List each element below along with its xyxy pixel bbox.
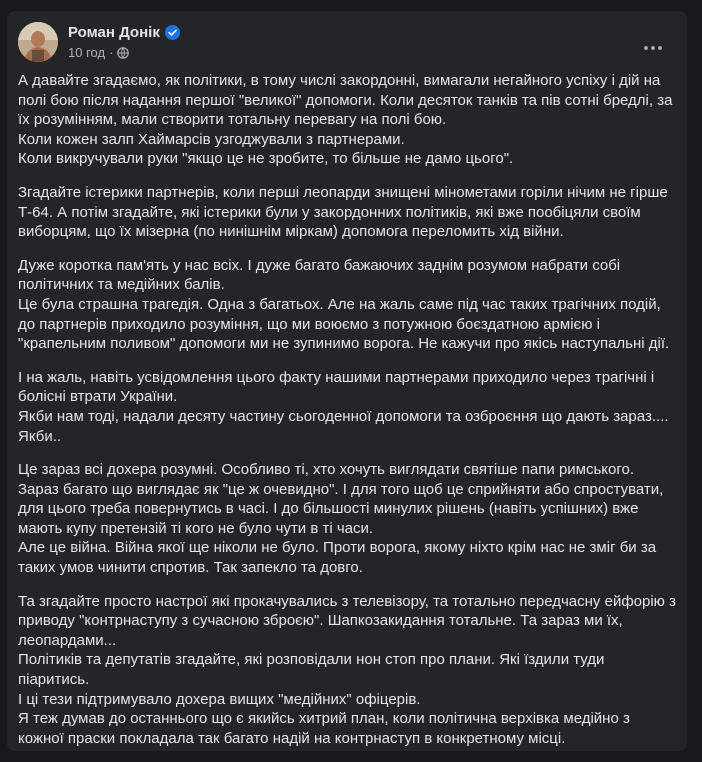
post-meta [68,45,129,60]
meta-separator: · [109,45,114,60]
post-paragraph: І на жаль, навіть усвідомлення цього факту нашими партнерами приходило через трагічні і болісні втрати України. Якби нам тоді, надали десяту частину сьогоденної допомоги та озброєння що дають зараз.... Якби.. [18,368,669,445]
post-timestamp[interactable]: 10 год [68,45,106,60]
post-paragraph: Згадайте істерики партнерів, коли перші леопарди знищені мінометами горіли нічим не гірше Т-64. А потім згадайте, які істерики були у закордонних політиків, які вже пообіцяли своїм виборцям, що їх мізерна (по нинішнім міркам) допомога переломить хід війни. [18,183,668,241]
post-header [18,22,677,72]
more-options-icon [644,46,662,50]
post-paragraph: Дуже коротка пам'ять у нас всіх. І дуже багато бажаючих заднім розумом набрати собі політичних та медійних балів. Це була страшна трагедія. Одна з багатьох. Але на жаль саме під час таких трагічних подій, до партнерів приходило розуміння, що ми воюємо з потужною боєздатною армією і "крапельним поливом" допомоги ми не зупинимо ворога. Не кажучи про якісь наступальні дії. [18,256,670,353]
post-paragraph: А давайте згадаємо, як політики, в тому числі закордонні, вимагали негайного успіху і дій на полі бою після надання першої "великої" допомоги. Коли десяток танків та пів сотні бредлі, за їх розумінням, мали створити тотальну перевагу на полі бою. Коли кожен залп Хаймарсів узгоджували з партнерами. Коли викручували руки "якщо це не зробите, то більше не дамо цього". [18,72,673,168]
post-body [18,71,678,762]
post-paragraph: Та згадайте просто настрої які прокачувались з телевізору, та тотально передчасну ейфорію з приводу "контрнаступу з сучасною зброєю". Шапкозакидання тотальне. Та зараз ми їх, леопардами... Політиків та депутатів згадайте, які розповідали нон стоп про плани. Які їздили туди піаритись. І ці тези підтримувало дохера вищих "медійних" офіцерів. Я теж думав до останнього що є якийсь хитрий план, коли політична верхівка медійно з кожної праски покладала так багато надій на контрнаступ в конкретному місці. [18,592,676,747]
author-line [68,24,180,41]
globe-icon[interactable] [117,47,129,59]
author-avatar[interactable] [18,22,58,62]
author-name[interactable]: Роман Донік [68,24,160,41]
post-paragraph: Це зараз всі дохера розумні. Особливо ті, хто хочуть виглядати святіше папи римського. Зараз багато що виглядає як "це ж очевидно". І для того щоб це сприйняти або спростувати, для цього треба повернутись в часі. І до більшості минулих рішень (навіть успішних) вже мають купу претензій ті кого не було чути в ті часи. Але це війна. Війна якої ще ніколи не було. Проти ворога, якому ніхто крім нас не зміг би за таких умов чинити спротив. Так запекло та довго. [18,461,664,577]
verified-badge-icon [165,25,180,40]
post-card [7,11,687,751]
more-options-button[interactable] [635,30,671,66]
